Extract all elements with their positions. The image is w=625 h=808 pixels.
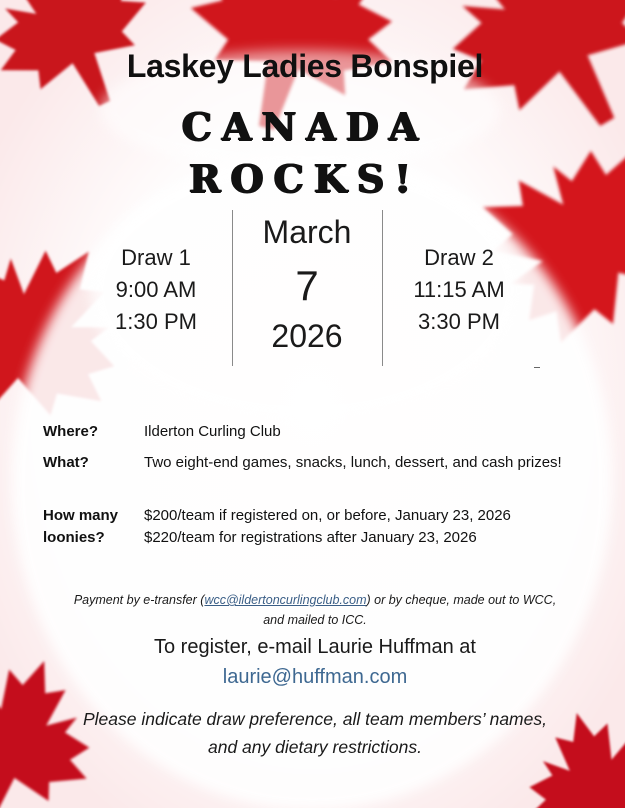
draw-2-time-1: 11:15 AM	[413, 277, 505, 302]
payment-line-1	[40, 590, 590, 610]
where-value: Ilderton Curling Club	[144, 423, 281, 440]
draw-2-block	[398, 242, 520, 338]
cost-line-2: $220/team for registrations after January 23, 2026	[144, 529, 477, 546]
payment-line-2: and mailed to ICC.	[263, 613, 367, 627]
stray-mark	[534, 367, 540, 368]
divider-right	[382, 210, 383, 366]
cost-values	[144, 505, 588, 549]
date-day: 7	[295, 262, 319, 309]
draw-2-time-2: 3:30 PM	[418, 309, 500, 334]
payment-info	[40, 590, 590, 630]
where-label: Where?	[43, 423, 99, 440]
theme-line-1: CANADA	[181, 104, 429, 149]
registration-note	[30, 705, 600, 761]
draw-1-block	[95, 242, 217, 338]
payment-prefix: Payment by e-transfer (	[73, 593, 205, 607]
note-line-1: Please indicate draw preference, all team members’ names,	[83, 709, 547, 729]
cost-label	[43, 505, 143, 549]
what-label: What?	[43, 454, 89, 471]
theme-line-2: ROCKS!	[188, 156, 422, 201]
register-text: To register, e-mail Laurie Huffman at	[153, 636, 476, 658]
date-year: 2026	[271, 318, 343, 354]
cost-label-line-1: How many	[43, 507, 119, 524]
register-email-row	[0, 666, 625, 689]
date-month: March	[262, 214, 352, 250]
draw-1-time-2: 1:30 PM	[115, 309, 197, 334]
draw-2-label: Draw 2	[424, 245, 494, 270]
what-value: Two eight-end games, snacks, lunch, dessert, and cash prizes!	[144, 454, 562, 471]
cost-line-1: $200/team if registered on, or before, January 23, 2026	[144, 507, 511, 524]
draw-1-time-1: 9:00 AM	[115, 277, 197, 302]
cost-label-line-2: loonies?	[43, 529, 105, 546]
event-title: Laskey Ladies Bonspiel	[126, 48, 484, 84]
payment-suffix: ) or by cheque, made out to WCC,	[366, 593, 557, 607]
draw-1-label: Draw 1	[121, 245, 191, 270]
note-line-2: and any dietary restrictions.	[208, 737, 422, 757]
register-email-link[interactable]: laurie@huffman.com	[222, 666, 408, 688]
payment-email-link[interactable]: wcc@ildertoncurlingclub.com	[204, 593, 367, 607]
